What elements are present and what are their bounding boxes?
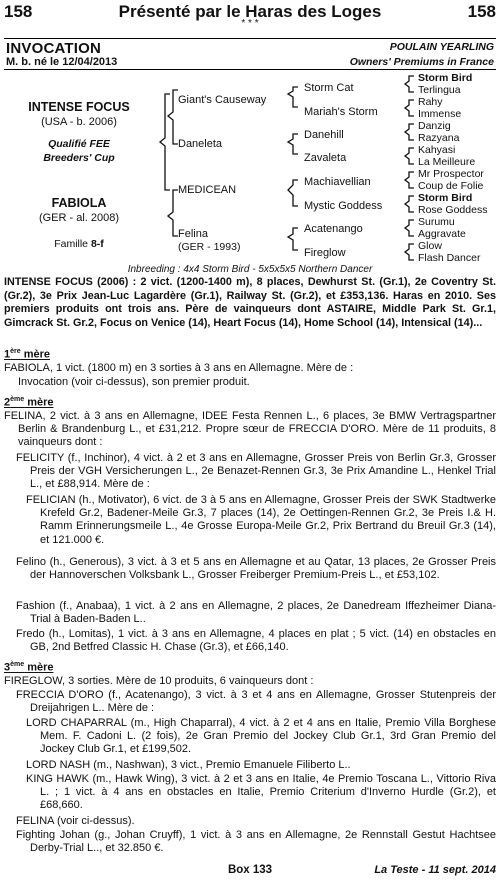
second-dam-felicity: FELICITY (f., Inchinor), 4 vict. à 2 et 3 ans en Allemagne, Grosser Preis von Berlin Gr.3, Grosser Preis der VGH Versicherungen L., 2e Benazet-Rennen Gr.3, 3e Prix Amandine L., Henkel Trial L., et £88,914. Mère de : bbox=[16, 452, 496, 491]
ped-g4-3: Rahy bbox=[418, 96, 443, 108]
ped-g3-2: Mariah's Storm bbox=[304, 106, 378, 118]
ped-g2-1: Giant's Causeway bbox=[178, 94, 267, 106]
third-dam-freccia: FRECCIA D'ORO (f., Acatenango), 3 vict. à 3 et 4 ans en Allemagne, Grosser Stutenpreis der Dreijahrigen L.. Mère de : bbox=[16, 689, 496, 715]
ped-g3-4: Zavaleta bbox=[304, 152, 347, 164]
ped-g2-4: Felina bbox=[178, 228, 208, 240]
dam-name: FABIOLA bbox=[51, 196, 107, 210]
ped-g2-2: Daneleta bbox=[178, 138, 223, 150]
page-header bbox=[4, 2, 496, 29]
ped-g4-16: Flash Dancer bbox=[418, 252, 481, 264]
consignor-title: Présenté par le Haras des Loges bbox=[118, 2, 382, 21]
sire-performance: INTENSE FOCUS (2006) : 2 vict. (1200-1400 m), 8 places, Dewhurst St. (Gr.1), 2e Coventry St. (Gr.2), 3e Prix Jean-Luc Lagardère (Gr.1), Railway St. (Gr.2), et £353,136. Haras en 2010. Ses premiers produits ont trois ans. Père de vainqueurs dont ASTAIRE, Middle Park St. Gr.1, Gimcrack St. Gr.2, Focus on Venice (14), Heart Focus (14), Home School (14), Intensical (14)... bbox=[4, 276, 496, 329]
pedigree-table bbox=[4, 72, 496, 276]
box-number: Box 133 bbox=[227, 864, 273, 876]
ped-g4-13: Surumu bbox=[418, 216, 455, 228]
ped-g4-15: Glow bbox=[418, 240, 442, 252]
ped-g4-4: Immense bbox=[418, 108, 462, 120]
ped-g4-14: Aggravate bbox=[418, 228, 466, 240]
lot-number-left: 158 bbox=[4, 2, 33, 21]
ped-g2-4-info: (GER - 1993) bbox=[178, 241, 241, 253]
sire-note-1: Qualifié FEE bbox=[48, 138, 110, 150]
ped-g4-2: Terlingua bbox=[418, 84, 461, 96]
sire-note-2: Breeders' Cup bbox=[43, 152, 115, 164]
ped-g3-7: Acatenango bbox=[304, 223, 363, 235]
third-dam-felina: FELINA (voir ci-dessus). bbox=[16, 815, 135, 827]
third-dam-fireglow: FIREGLOW, 3 sorties. Mère de 10 produits, 6 vainqueurs dont : bbox=[4, 675, 314, 687]
third-dam-king-hawk: KING HAWK (m., Hawk Wing), 3 vict. à 2 et 3 ans en Italie, 4e Premio Toscana L., Vittorio Riva L. ; 1 vict. à 4 ans en obstacles en Italie, Premio Criterium d'Inverno Hurdle (Gr.2), et £68,660. bbox=[26, 773, 496, 812]
first-dam-line-2: Invocation (voir ci-dessus), son premier produit. bbox=[18, 376, 250, 388]
ped-g3-3: Danehill bbox=[304, 129, 344, 141]
title-stars: * * * bbox=[241, 18, 259, 29]
third-dam-lord-nash: LORD NASH (m., Nashwan), 3 vict., Premio Emanuele Filiberto L.. bbox=[26, 759, 351, 771]
ped-g4-5: Danzig bbox=[418, 120, 451, 132]
first-dam-line-1: FABIOLA, 1 vict. (1800 m) en 3 sorties à 3 ans en Allemagne. Mère de : bbox=[4, 362, 354, 374]
ped-g2-3: MEDICEAN bbox=[178, 184, 237, 196]
ped-g4-6: Razyana bbox=[418, 132, 460, 144]
third-dam-lord-chaparral: LORD CHAPARRAL (m., High Chaparral), 4 vict. à 2 et 4 ans en Italie, Premio Villa Borghese Mem. F. Cadoni L. (2 fois), 2e Gran Premio del Jockey Club Gr.1, 3rd Gran Premio del Jockey Club Gr.1, et £199,502. bbox=[26, 717, 496, 756]
ped-g4-12: Rose Goddess bbox=[418, 204, 488, 216]
ped-g4-10: Coup de Folie bbox=[418, 180, 484, 192]
sire-info: (USA - b. 2006) bbox=[41, 116, 117, 128]
section-first-dam: 1ère mère bbox=[4, 348, 50, 361]
ped-g4-8: La Meilleure bbox=[418, 156, 476, 168]
second-dam-felician: FELICIAN (h., Motivator), 6 vict. de 3 à 5 ans en Allemagne, Grosser Preis der SWK Stadtwerke Krefeld Gr.2, Badener-Meile Gr.3, 7 places (14), 2e Oettingen-Rennen Gr.2, 3e Preis I.& H. Ramm Erinnerungsmeile L., 4e Grosse Europa-Meile Gr.2, Prix Bertrand du Breuil Gr.3 (14), et 121.000 €. bbox=[26, 494, 496, 546]
inbreeding-note: Inbreeding : 4x4 Storm Bird - 5x5x5x5 Northern Dancer bbox=[127, 264, 373, 275]
horse-name: INVOCATION bbox=[6, 40, 102, 57]
second-dam-fashion: Fashion (f., Anabaa), 1 vict. à 2 ans en Allemagne, 2 places, 2e Danedream Iffezheimer Diana-Trial à Baden-Baden L.. bbox=[16, 600, 496, 626]
ped-g3-6: Mystic Goddess bbox=[304, 200, 383, 212]
second-dam-felina: FELINA, 2 vict. à 3 ans en Allemagne, IDEE Festa Rennen L., 6 places, 3e BMW Vertragspartner Berlin & Brandenburg L., et £31,212. Propre sœur de FRECCIA D'ORO. Mère de 11 produits, 8 vainqueurs dont : bbox=[4, 410, 496, 449]
ped-g3-1: Storm Cat bbox=[304, 82, 354, 94]
dam-family: Famille 8-f bbox=[54, 238, 104, 250]
ped-g4-1: Storm Bird bbox=[418, 72, 473, 84]
page-footer bbox=[4, 864, 496, 880]
lot-number-right: 158 bbox=[467, 2, 496, 21]
second-dam-felino: Felino (h., Generous), 3 vict. à 3 et 5 ans en Allemagne et au Qatar, 13 places, 2e Grosser Preis der Hannoverschen Volksbank L., Grosser Freiberger Premium-Preis L., et £53,102. bbox=[16, 556, 496, 582]
second-dam-fredo: Fredo (h., Lomitas), 1 vict. à 3 ans en Allemagne, 4 places en plat ; 5 vict. (14) en obstacles en GB, 2nd Betfred Classic H. Chase (Gr.3), et £66,140. bbox=[16, 628, 496, 654]
sire-name: INTENSE FOCUS bbox=[28, 100, 130, 114]
sale-place-date: La Teste - 11 sept. 2014 bbox=[374, 864, 496, 876]
owners-premiums: Owners' Premiums in France bbox=[349, 56, 494, 68]
section-third-dam: 3ème mère bbox=[4, 661, 54, 674]
section-second-dam: 2ème mère bbox=[4, 396, 54, 409]
horse-name-bar bbox=[4, 38, 496, 70]
dam-info: (GER - al. 2008) bbox=[38, 212, 120, 224]
third-dam-fighting-johan: Fighting Johan (g., Johan Cruyff), 1 vict. à 3 ans en Allemagne, 2e Rennstall Gestut Hachtsee Derby-Trial L.., et 32.850 €. bbox=[16, 829, 496, 855]
ped-g3-8: Fireglow bbox=[304, 247, 346, 259]
ped-g3-5: Machiavellian bbox=[304, 176, 371, 188]
ped-g4-9: Mr Prospector bbox=[418, 168, 484, 180]
ped-g4-11: Storm Bird bbox=[418, 192, 473, 204]
ped-g4-7: Kahyasi bbox=[418, 144, 456, 156]
horse-category: POULAIN YEARLING bbox=[389, 41, 494, 53]
horse-birth: M. b. né le 12/04/2013 bbox=[6, 56, 118, 68]
